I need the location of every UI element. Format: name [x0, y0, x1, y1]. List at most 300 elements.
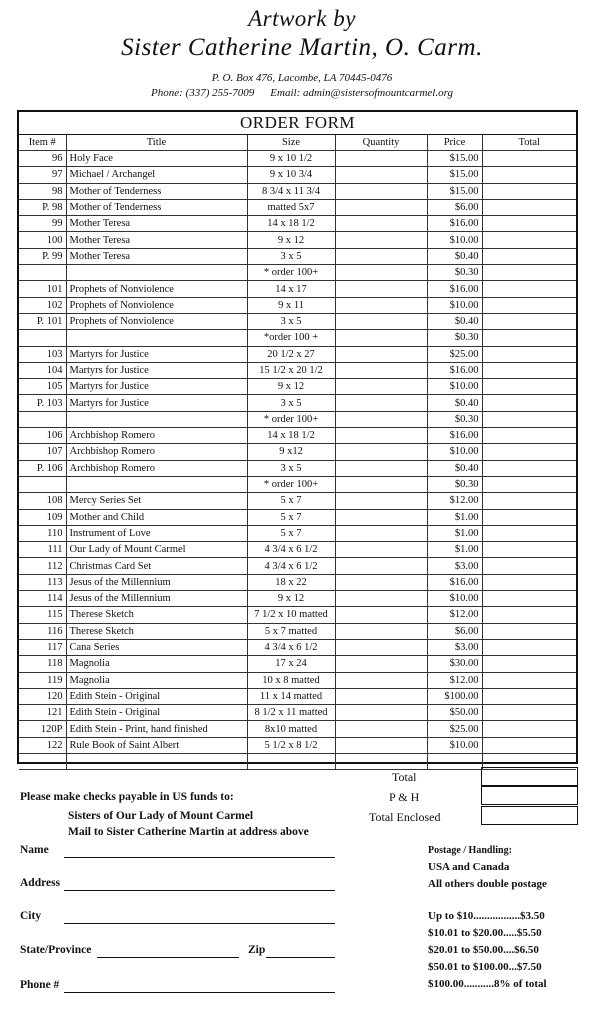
total-box[interactable] — [481, 767, 578, 786]
price-cell: $100.00 — [427, 688, 482, 704]
item-number: 104 — [19, 362, 66, 378]
item-size: 14 x 18 1/2 — [247, 216, 335, 232]
city-field[interactable] — [64, 923, 335, 924]
quantity-cell[interactable] — [335, 428, 427, 444]
total-cell[interactable] — [482, 281, 576, 297]
item-title: Magnolia — [66, 672, 247, 688]
phone-text: Phone: (337) 255-7009 — [151, 87, 255, 99]
item-title — [66, 476, 247, 492]
item-size: 5 1/2 x 8 1/2 — [247, 737, 335, 753]
item-size: 18 x 22 — [247, 574, 335, 590]
quantity-cell[interactable] — [335, 607, 427, 623]
state-field[interactable] — [97, 957, 239, 958]
item-title: Rule Book of Saint Albert — [66, 737, 247, 753]
item-title: Edith Stein - Original — [66, 705, 247, 721]
item-title: Magnolia — [66, 656, 247, 672]
postage-heading: Postage / Handling: — [428, 845, 512, 856]
quantity-cell[interactable] — [335, 558, 427, 574]
price-cell: $12.00 — [427, 607, 482, 623]
quantity-cell[interactable] — [335, 493, 427, 509]
address-field[interactable] — [64, 890, 335, 891]
item-title: Martyrs for Justice — [66, 379, 247, 395]
price-cell: $10.00 — [427, 444, 482, 460]
table-row — [19, 199, 576, 215]
table-row — [19, 623, 576, 639]
total-cell[interactable] — [482, 411, 576, 427]
item-title — [66, 753, 247, 769]
item-size: 17 x 24 — [247, 656, 335, 672]
postage-others: All others double postage — [428, 878, 547, 890]
quantity-cell[interactable] — [335, 721, 427, 737]
total-cell[interactable] — [482, 672, 576, 688]
item-size: 4 3/4 x 6 1/2 — [247, 639, 335, 655]
phone-field[interactable] — [64, 992, 335, 993]
item-number: 118 — [19, 656, 66, 672]
total-cell[interactable] — [482, 362, 576, 378]
total-cell[interactable] — [482, 313, 576, 329]
item-title: Archbishop Romero — [66, 444, 247, 460]
item-title: Our Lady of Mount Carmel — [66, 542, 247, 558]
item-title: Prophets of Nonviolence — [66, 297, 247, 313]
item-size: 9 x 10 3/4 — [247, 167, 335, 183]
item-number: 96 — [19, 151, 66, 167]
total-cell[interactable] — [482, 216, 576, 232]
table-row — [19, 688, 576, 704]
total-cell[interactable] — [482, 297, 576, 313]
item-title: Mother and Child — [66, 509, 247, 525]
table-row — [19, 558, 576, 574]
item-number: 101 — [19, 281, 66, 297]
price-cell: $0.30 — [427, 330, 482, 346]
price-cell: $0.30 — [427, 265, 482, 281]
contact-line — [0, 87, 604, 99]
item-size: 9 x 12 — [247, 379, 335, 395]
item-size: 5 x 7 — [247, 525, 335, 541]
item-number: 97 — [19, 167, 66, 183]
table-row — [19, 232, 576, 248]
total-cell[interactable] — [482, 656, 576, 672]
total-cell[interactable] — [482, 444, 576, 460]
total-cell[interactable] — [482, 248, 576, 264]
item-number: P. 106 — [19, 460, 66, 476]
quantity-cell[interactable] — [335, 232, 427, 248]
item-number — [19, 330, 66, 346]
total-cell[interactable] — [482, 721, 576, 737]
price-cell: $0.40 — [427, 395, 482, 411]
price-cell: $50.00 — [427, 705, 482, 721]
item-number: 119 — [19, 672, 66, 688]
price-cell: $16.00 — [427, 574, 482, 590]
quantity-cell[interactable] — [335, 591, 427, 607]
item-number: P. 99 — [19, 248, 66, 264]
item-number — [19, 265, 66, 281]
artist-name-heading: Sister Catherine Martin, O. Carm. — [121, 34, 483, 61]
item-number: 116 — [19, 623, 66, 639]
table-row — [19, 330, 576, 346]
item-size: 3 x 5 — [247, 313, 335, 329]
quantity-cell[interactable] — [335, 281, 427, 297]
total-cell[interactable] — [482, 460, 576, 476]
price-cell: $30.00 — [427, 656, 482, 672]
table-row — [19, 411, 576, 427]
total-cell[interactable] — [482, 591, 576, 607]
price-cell: $25.00 — [427, 721, 482, 737]
quantity-cell[interactable] — [335, 753, 427, 769]
item-number: 106 — [19, 428, 66, 444]
table-row — [19, 428, 576, 444]
total-cell[interactable] — [482, 574, 576, 590]
postage-region: USA and Canada — [428, 861, 510, 873]
item-title: Archbishop Romero — [66, 428, 247, 444]
quantity-cell[interactable] — [335, 525, 427, 541]
item-title: Michael / Archangel — [66, 167, 247, 183]
item-title: Christmas Card Set — [66, 558, 247, 574]
item-number: 113 — [19, 574, 66, 590]
quantity-cell[interactable] — [335, 395, 427, 411]
item-title: Martyrs for Justice — [66, 346, 247, 362]
quantity-cell[interactable] — [335, 297, 427, 313]
artwork-by-heading: Artwork by — [248, 6, 356, 31]
quantity-cell[interactable] — [335, 379, 427, 395]
item-title: Therese Sketch — [66, 607, 247, 623]
phone-label: Phone # — [20, 979, 60, 991]
price-cell: $16.00 — [427, 216, 482, 232]
table-row — [19, 297, 576, 313]
item-number: 114 — [19, 591, 66, 607]
price-cell: $15.00 — [427, 151, 482, 167]
quantity-cell[interactable] — [335, 476, 427, 492]
table-row — [19, 183, 576, 199]
item-number: 102 — [19, 297, 66, 313]
total-cell[interactable] — [482, 509, 576, 525]
item-number: 117 — [19, 639, 66, 655]
item-number: 115 — [19, 607, 66, 623]
quantity-cell[interactable] — [335, 574, 427, 590]
payee-name: Sisters of Our Lady of Mount Carmel — [68, 810, 254, 822]
table-row — [19, 525, 576, 541]
item-number — [19, 476, 66, 492]
table-row — [19, 493, 576, 509]
price-cell: $1.00 — [427, 525, 482, 541]
item-title: Prophets of Nonviolence — [66, 281, 247, 297]
item-number: 110 — [19, 525, 66, 541]
total-cell[interactable] — [482, 183, 576, 199]
total-enclosed-box[interactable] — [481, 806, 578, 825]
table-row — [19, 574, 576, 590]
quantity-cell[interactable] — [335, 542, 427, 558]
item-title: Mother Teresa — [66, 248, 247, 264]
price-cell: $25.00 — [427, 346, 482, 362]
item-number: 121 — [19, 705, 66, 721]
item-number: 109 — [19, 509, 66, 525]
total-cell[interactable] — [482, 232, 576, 248]
quantity-cell[interactable] — [335, 346, 427, 362]
quantity-cell[interactable] — [335, 248, 427, 264]
quantity-cell[interactable] — [335, 151, 427, 167]
quantity-cell[interactable] — [335, 688, 427, 704]
item-title: Edith Stein - Print, hand finished — [66, 721, 247, 737]
item-size: * order 100+ — [247, 476, 335, 492]
price-cell: $16.00 — [427, 362, 482, 378]
item-number: 103 — [19, 346, 66, 362]
price-cell — [427, 753, 482, 769]
postage-rate: Up to $10.................$3.50 — [428, 910, 545, 922]
item-number — [19, 753, 66, 769]
item-title — [66, 330, 247, 346]
item-number: 120P — [19, 721, 66, 737]
total-cell[interactable] — [482, 493, 576, 509]
price-cell: $16.00 — [427, 428, 482, 444]
table-row — [19, 379, 576, 395]
item-title: Archbishop Romero — [66, 460, 247, 476]
table-row — [19, 542, 576, 558]
table-row — [19, 721, 576, 737]
col-header-quantity: Quantity — [335, 135, 427, 151]
item-size: 9 x 12 — [247, 591, 335, 607]
price-cell: $3.00 — [427, 639, 482, 655]
order-table — [19, 135, 576, 770]
quantity-cell[interactable] — [335, 362, 427, 378]
price-cell: $0.30 — [427, 411, 482, 427]
item-size: 3 x 5 — [247, 395, 335, 411]
table-row — [19, 607, 576, 623]
total-cell[interactable] — [482, 705, 576, 721]
address-label: Address — [20, 877, 61, 889]
quantity-cell[interactable] — [335, 411, 427, 427]
order-form-table-frame — [17, 110, 578, 764]
total-cell[interactable] — [482, 623, 576, 639]
quantity-cell[interactable] — [335, 199, 427, 215]
quantity-cell[interactable] — [335, 183, 427, 199]
quantity-cell[interactable] — [335, 639, 427, 655]
item-title: Instrument of Love — [66, 525, 247, 541]
ph-label: P & H — [389, 790, 420, 804]
table-row — [19, 476, 576, 492]
quantity-cell[interactable] — [335, 330, 427, 346]
total-cell[interactable] — [482, 167, 576, 183]
item-number: 122 — [19, 737, 66, 753]
ph-box[interactable] — [481, 786, 578, 805]
item-size: 9 x 10 1/2 — [247, 151, 335, 167]
table-row — [19, 362, 576, 378]
table-row — [19, 167, 576, 183]
postage-rate: $10.01 to $20.00.....$5.50 — [428, 927, 542, 939]
quantity-cell[interactable] — [335, 737, 427, 753]
item-title: Edith Stein - Original — [66, 688, 247, 704]
price-cell: $0.40 — [427, 313, 482, 329]
price-cell: $12.00 — [427, 672, 482, 688]
item-title: Jesus of the Millennium — [66, 574, 247, 590]
item-title — [66, 265, 247, 281]
price-cell: $10.00 — [427, 297, 482, 313]
col-header-size: Size — [247, 135, 335, 151]
price-cell: $6.00 — [427, 199, 482, 215]
quantity-cell[interactable] — [335, 705, 427, 721]
item-size: 4 3/4 x 6 1/2 — [247, 542, 335, 558]
item-size: 3 x 5 — [247, 248, 335, 264]
item-title: Holy Face — [66, 151, 247, 167]
price-cell: $0.30 — [427, 476, 482, 492]
price-cell: $1.00 — [427, 509, 482, 525]
col-header-total: Total — [482, 135, 576, 151]
table-row — [19, 656, 576, 672]
order-form-title: ORDER FORM — [19, 112, 576, 135]
item-number: 107 — [19, 444, 66, 460]
item-size: *order 100 + — [247, 330, 335, 346]
total-cell[interactable] — [482, 476, 576, 492]
item-number: 105 — [19, 379, 66, 395]
item-title: Martyrs for Justice — [66, 395, 247, 411]
table-row — [19, 705, 576, 721]
col-header-item: Item # — [19, 135, 66, 151]
item-number: 108 — [19, 493, 66, 509]
item-size: 7 1/2 x 10 matted — [247, 607, 335, 623]
quantity-cell[interactable] — [335, 167, 427, 183]
table-row — [19, 737, 576, 753]
table-row — [19, 460, 576, 476]
price-cell: $0.40 — [427, 460, 482, 476]
price-cell: $10.00 — [427, 591, 482, 607]
item-size: matted 5x7 — [247, 199, 335, 215]
table-row — [19, 591, 576, 607]
email-text: Email: admin@sistersofmountcarmel.org — [270, 87, 453, 99]
checks-note: Please make checks payable in US funds to: — [20, 791, 234, 803]
postal-address: P. O. Box 476, Lacombe, LA 70445-0476 — [211, 72, 393, 84]
total-cell[interactable] — [482, 607, 576, 623]
item-size: 14 x 17 — [247, 281, 335, 297]
postage-rate: $100.00...........8% of total — [428, 978, 547, 990]
total-cell[interactable] — [482, 525, 576, 541]
item-title: Mother Teresa — [66, 232, 247, 248]
item-size: 3 x 5 — [247, 460, 335, 476]
price-cell: $15.00 — [427, 183, 482, 199]
item-size: 5 x 7 — [247, 509, 335, 525]
item-size: 10 x 8 matted — [247, 672, 335, 688]
table-header-row — [19, 135, 576, 151]
table-row — [19, 346, 576, 362]
item-size: 8 3/4 x 11 3/4 — [247, 183, 335, 199]
quantity-cell[interactable] — [335, 623, 427, 639]
item-number: P. 98 — [19, 199, 66, 215]
table-row — [19, 265, 576, 281]
item-size: 4 3/4 x 6 1/2 — [247, 558, 335, 574]
postage-rate: $20.01 to $50.00....$6.50 — [428, 944, 539, 956]
price-cell: $10.00 — [427, 379, 482, 395]
table-row — [19, 444, 576, 460]
table-row — [19, 639, 576, 655]
table-row — [19, 248, 576, 264]
item-size — [247, 753, 335, 769]
postage-rate: $50.01 to $100.00...$7.50 — [428, 961, 542, 973]
total-cell[interactable] — [482, 639, 576, 655]
quantity-cell[interactable] — [335, 460, 427, 476]
item-title: Cana Series — [66, 639, 247, 655]
total-cell[interactable] — [482, 346, 576, 362]
item-title: Jesus of the Millennium — [66, 591, 247, 607]
table-row — [19, 151, 576, 167]
total-cell[interactable] — [482, 542, 576, 558]
price-cell: $6.00 — [427, 623, 482, 639]
quantity-cell[interactable] — [335, 509, 427, 525]
total-cell[interactable] — [482, 395, 576, 411]
name-field[interactable] — [64, 857, 335, 858]
mail-to-note: Mail to Sister Catherine Martin at address above — [68, 826, 309, 838]
item-title: Prophets of Nonviolence — [66, 313, 247, 329]
col-header-title: Title — [66, 135, 247, 151]
price-cell: $16.00 — [427, 281, 482, 297]
quantity-cell[interactable] — [335, 313, 427, 329]
quantity-cell[interactable] — [335, 444, 427, 460]
zip-label: Zip — [248, 944, 266, 956]
quantity-cell[interactable] — [335, 656, 427, 672]
item-title: Mercy Series Set — [66, 493, 247, 509]
price-cell: $1.00 — [427, 542, 482, 558]
item-title: Mother of Tenderness — [66, 199, 247, 215]
price-cell: $0.40 — [427, 248, 482, 264]
zip-field[interactable] — [266, 957, 335, 958]
table-row — [19, 672, 576, 688]
item-number: P. 101 — [19, 313, 66, 329]
item-title: Mother of Tenderness — [66, 183, 247, 199]
item-size: * order 100+ — [247, 265, 335, 281]
item-number: 100 — [19, 232, 66, 248]
item-size: 8x10 matted — [247, 721, 335, 737]
total-cell[interactable] — [482, 379, 576, 395]
total-cell[interactable] — [482, 558, 576, 574]
quantity-cell[interactable] — [335, 672, 427, 688]
item-size: 9 x12 — [247, 444, 335, 460]
item-size: 9 x 12 — [247, 232, 335, 248]
total-cell[interactable] — [482, 199, 576, 215]
item-number: 120 — [19, 688, 66, 704]
item-number: 112 — [19, 558, 66, 574]
item-size: 9 x 11 — [247, 297, 335, 313]
price-cell: $10.00 — [427, 737, 482, 753]
item-size: 14 x 18 1/2 — [247, 428, 335, 444]
total-cell[interactable] — [482, 151, 576, 167]
total-cell[interactable] — [482, 265, 576, 281]
table-row — [19, 395, 576, 411]
item-size: 11 x 14 matted — [247, 688, 335, 704]
item-size: 5 x 7 matted — [247, 623, 335, 639]
table-row — [19, 281, 576, 297]
total-cell[interactable] — [482, 428, 576, 444]
table-row — [19, 216, 576, 232]
item-size: 15 1/2 x 20 1/2 — [247, 362, 335, 378]
total-cell[interactable] — [482, 737, 576, 753]
item-size: 8 1/2 x 11 matted — [247, 705, 335, 721]
item-size: 20 1/2 x 27 — [247, 346, 335, 362]
item-title: Mother Teresa — [66, 216, 247, 232]
price-cell: $15.00 — [427, 167, 482, 183]
state-label: State/Province — [20, 944, 92, 956]
price-cell: $3.00 — [427, 558, 482, 574]
quantity-cell[interactable] — [335, 265, 427, 281]
price-cell: $10.00 — [427, 232, 482, 248]
item-number: 98 — [19, 183, 66, 199]
total-cell[interactable] — [482, 688, 576, 704]
item-title — [66, 411, 247, 427]
quantity-cell[interactable] — [335, 216, 427, 232]
item-number: P. 103 — [19, 395, 66, 411]
price-cell: $12.00 — [427, 493, 482, 509]
item-number: 111 — [19, 542, 66, 558]
table-row — [19, 509, 576, 525]
total-cell[interactable] — [482, 330, 576, 346]
item-title: Therese Sketch — [66, 623, 247, 639]
table-row — [19, 313, 576, 329]
total-enclosed-label: Total Enclosed — [369, 810, 441, 824]
